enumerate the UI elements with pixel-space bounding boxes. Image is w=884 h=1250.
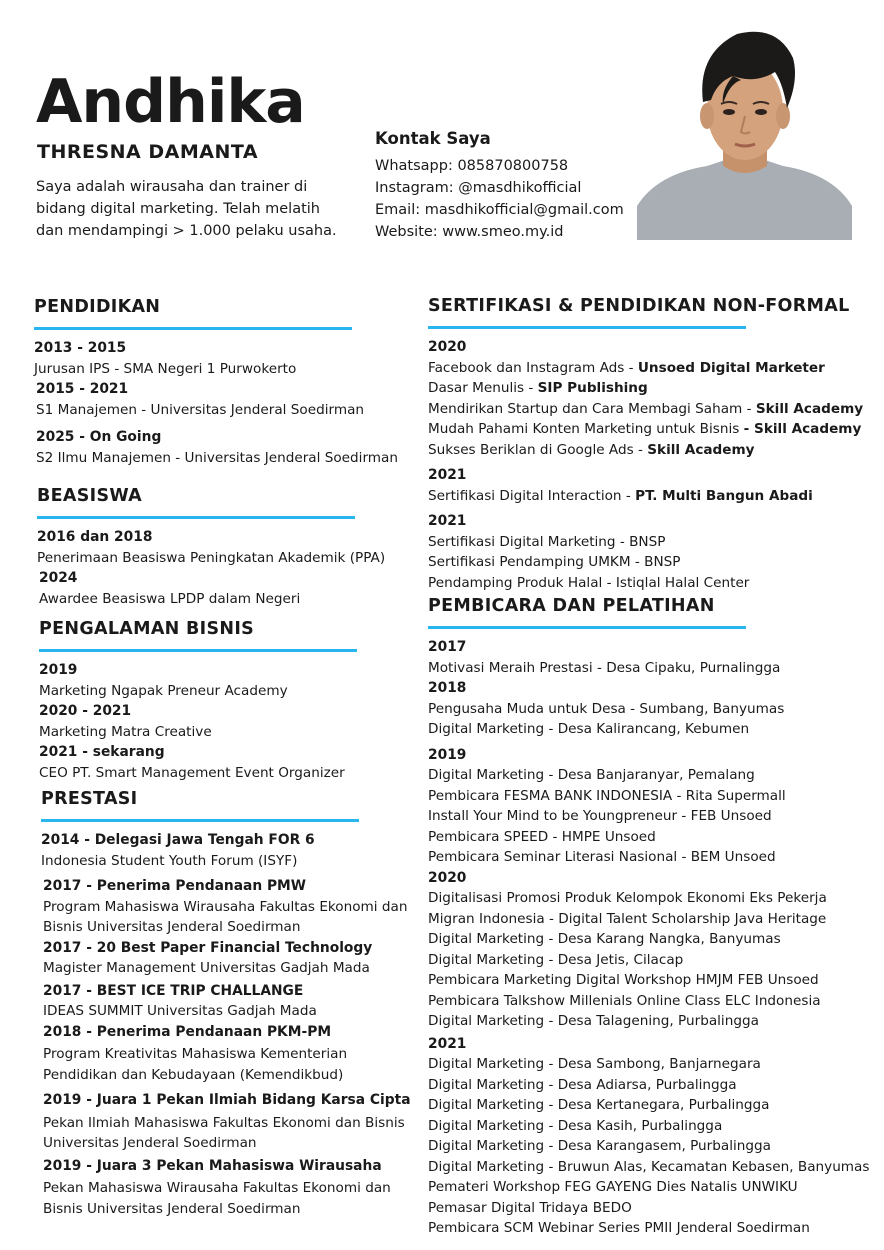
list-item: Digital Marketing - Desa Karang Nangka, Banyumas bbox=[428, 931, 781, 947]
entry-desc: Penerimaan Beasiswa Peningkatan Akademik (PPA) bbox=[37, 549, 386, 566]
list-item: Digitalisasi Promosi Produk Kelompok Ekonomi Eks Pekerja bbox=[428, 890, 827, 906]
entry-year: 2017 - BEST ICE TRIP CHALLANGE bbox=[43, 982, 304, 999]
contact-email: Email: masdhikofficial@gmail.com bbox=[375, 202, 624, 218]
list-item: Digital Marketing - Desa Kasih, Purbalingga bbox=[428, 1117, 723, 1134]
section-sertifikasi bbox=[428, 296, 868, 593]
entry-desc: Marketing Ngapak Preneur Academy bbox=[39, 682, 288, 699]
list-item: Mendirikan Startup dan Cara Membagi Saham - Skill Academy bbox=[428, 400, 864, 417]
entry-year: 2024 bbox=[39, 570, 78, 586]
entry-year: 2018 - Penerima Pendanaan PKM-PM bbox=[43, 1023, 332, 1040]
contact-block bbox=[375, 128, 624, 243]
intro-text bbox=[36, 176, 356, 242]
entry-year: 2016 dan 2018 bbox=[37, 529, 153, 545]
name-last: THRESNA DAMANTA bbox=[37, 141, 259, 163]
entry-year: 2021 - sekarang bbox=[39, 744, 165, 760]
group-year: 2020 bbox=[428, 869, 467, 886]
section-title: PENGALAMAN BISNIS bbox=[39, 619, 255, 639]
list-item: Digital Marketing - Desa Jetis, Cilacap bbox=[428, 951, 684, 968]
entry-year: 2013 - 2015 bbox=[34, 340, 127, 356]
list-item: Mudah Pahami Konten Marketing untuk Bisnis - Skill Academy bbox=[428, 421, 862, 437]
intro-line: Saya adalah wirausaha dan trainer di bbox=[36, 179, 308, 195]
section-divider bbox=[34, 327, 352, 330]
entry-desc: Indonesia Student Youth Forum (ISYF) bbox=[41, 852, 298, 869]
group-year: 2019 bbox=[428, 746, 467, 763]
entry-desc: S2 Ilmu Manajemen - Universitas Jenderal Soedirman bbox=[36, 449, 398, 466]
list-item: Pembicara Marketing Digital Workshop HMJM FEB Unsoed bbox=[428, 972, 819, 988]
group-year: 2021 bbox=[428, 1035, 467, 1052]
list-item: Sukses Beriklan di Google Ads - Skill Academy bbox=[428, 441, 755, 458]
section-title: SERTIFIKASI & PENDIDIKAN NON-FORMAL bbox=[428, 296, 850, 316]
list-item: Digital Marketing - Desa Adiarsa, Purbalingga bbox=[428, 1076, 737, 1093]
section-title: BEASISWA bbox=[37, 486, 143, 506]
list-item: Pembicara Seminar Literasi Nasional - BEM Unsoed bbox=[428, 849, 776, 865]
list-item: Pemasar Digital Tridaya BEDO bbox=[428, 1199, 632, 1216]
entry-year: 2014 - Delegasi Jawa Tengah FOR 6 bbox=[41, 832, 315, 848]
list-item: Pembicara SCM Webinar Series PMII Jenderal Soedirman bbox=[428, 1220, 810, 1236]
section-divider bbox=[41, 819, 359, 822]
profile-photo bbox=[637, 24, 852, 240]
section-pengalaman-bisnis bbox=[39, 619, 359, 783]
intro-line: bidang digital marketing. Telah melatih bbox=[36, 201, 320, 217]
group-year: 2017 bbox=[428, 639, 467, 655]
group-year: 2021 bbox=[428, 467, 467, 483]
list-item: Sertifikasi Pendamping UMKM - BNSP bbox=[428, 554, 681, 570]
entry-desc: Awardee Beasiswa LPDP dalam Negeri bbox=[39, 590, 301, 607]
entry-desc: Program Kreativitas Mahasiswa Kementerian Pendidikan dan Kebudayaan (Kemendikbud) bbox=[43, 1046, 348, 1083]
list-item: Pengusaha Muda untuk Desa - Sumbang, Banyumas bbox=[428, 700, 785, 717]
list-item: Facebook dan Instagram Ads - Unsoed Digital Marketer bbox=[428, 359, 825, 376]
name-first: Andhika bbox=[36, 67, 305, 137]
entry-year: 2020 - 2021 bbox=[39, 703, 132, 719]
section-beasiswa bbox=[37, 486, 386, 609]
section-prestasi bbox=[41, 789, 411, 1219]
entry-year: 2025 - On Going bbox=[36, 429, 162, 445]
entry-desc: S1 Manajemen - Universitas Jenderal Soedirman bbox=[36, 401, 365, 418]
contact-instagram: Instagram: @masdhikofficial bbox=[375, 180, 582, 196]
list-item: Install Your Mind to be Youngpreneur - FEB Unsoed bbox=[428, 808, 772, 824]
entry-desc: Pekan Mahasiswa Wirausaha Fakultas Ekonomi dan Bisnis Universitas Jenderal Soedirman bbox=[43, 1180, 391, 1217]
entry-desc: IDEAS SUMMIT Universitas Gadjah Mada bbox=[43, 1003, 317, 1019]
list-item: Digital Marketing - Desa Sambong, Banjarnegara bbox=[428, 1056, 761, 1072]
entry-year: 2019 - Juara 1 Pekan Ilmiah Bidang Karsa Cipta bbox=[43, 1092, 411, 1108]
entry-year: 2017 - Penerima Pendanaan PMW bbox=[43, 878, 307, 894]
section-divider bbox=[428, 626, 746, 629]
entry-desc: Marketing Matra Creative bbox=[39, 723, 212, 740]
list-item: Digital Marketing - Desa Karangasem, Purbalingga bbox=[428, 1138, 771, 1154]
entry-year: 2015 - 2021 bbox=[36, 381, 129, 397]
intro-line: dan mendampingi > 1.000 pelaku usaha. bbox=[36, 223, 337, 239]
list-item: Digital Marketing - Desa Banjaranyar, Pemalang bbox=[428, 767, 755, 783]
list-item: Pembicara FESMA BANK INDONESIA - Rita Supermall bbox=[428, 787, 786, 804]
list-item: Motivasi Meraih Prestasi - Desa Cipaku, Purnalingga bbox=[428, 659, 781, 676]
entry-year: 2017 - 20 Best Paper Financial Technology bbox=[43, 939, 373, 956]
section-divider bbox=[428, 326, 746, 329]
section-divider bbox=[37, 516, 355, 519]
list-item: Digital Marketing - Desa Talagening, Purbalingga bbox=[428, 1013, 759, 1029]
section-pendidikan bbox=[34, 297, 398, 468]
list-item: Dasar Menulis - SIP Publishing bbox=[428, 380, 648, 396]
section-divider bbox=[39, 649, 357, 652]
entry-desc: Magister Management Universitas Gadjah Mada bbox=[43, 960, 370, 976]
entry-desc: CEO PT. Smart Management Event Organizer bbox=[39, 764, 345, 781]
section-title: PENDIDIKAN bbox=[34, 297, 161, 317]
entry-desc: Jurusan IPS - SMA Negeri 1 Purwokerto bbox=[34, 360, 297, 377]
list-item: Digital Marketing - Bruwun Alas, Kecamatan Kebasen, Banyumas bbox=[428, 1158, 870, 1175]
list-item: Digital Marketing - Desa Kalirancang, Kebumen bbox=[428, 721, 750, 737]
list-item: Sertifikasi Digital Marketing - BNSP bbox=[428, 533, 666, 550]
entry-desc: Program Mahasiswa Wirausaha Fakultas Ekonomi dan Bisnis Universitas Jenderal Soedirman bbox=[43, 898, 408, 935]
list-item: Pembicara SPEED - HMPE Unsoed bbox=[428, 828, 656, 845]
list-item: Pemateri Workshop FEG GAYENG Dies Natalis UNWIKU bbox=[428, 1179, 798, 1195]
entry-year: 2019 - Juara 3 Pekan Mahasiswa Wirausaha bbox=[43, 1157, 382, 1174]
entry-desc: Pekan Ilmiah Mahasiswa Fakultas Ekonomi dan Bisnis Universitas Jenderal Soedirman bbox=[43, 1114, 405, 1151]
section-title: PEMBICARA DAN PELATIHAN bbox=[428, 596, 715, 616]
group-year: 2020 bbox=[428, 339, 467, 355]
list-item: Pembicara Talkshow Millenials Online Class ELC Indonesia bbox=[428, 992, 821, 1009]
list-item: Sertifikasi Digital Interaction - PT. Multi Bangun Abadi bbox=[428, 487, 813, 504]
list-item: Pendamping Produk Halal - Istiqlal Halal Center bbox=[428, 574, 750, 591]
contact-whatsapp: Whatsapp: 085870800758 bbox=[375, 158, 569, 174]
entry-year: 2019 bbox=[39, 662, 78, 678]
contact-website: Website: www.smeo.my.id bbox=[375, 224, 564, 240]
contact-title: Kontak Saya bbox=[375, 129, 491, 148]
list-item: Digital Marketing - Desa Kertanegara, Purbalingga bbox=[428, 1097, 770, 1113]
section-pembicara bbox=[428, 596, 868, 1239]
group-year: 2018 bbox=[428, 680, 467, 696]
list-item: Migran Indonesia - Digital Talent Scholarship Java Heritage bbox=[428, 910, 827, 927]
section-title: PRESTASI bbox=[41, 789, 138, 809]
group-year: 2021 bbox=[428, 513, 467, 529]
